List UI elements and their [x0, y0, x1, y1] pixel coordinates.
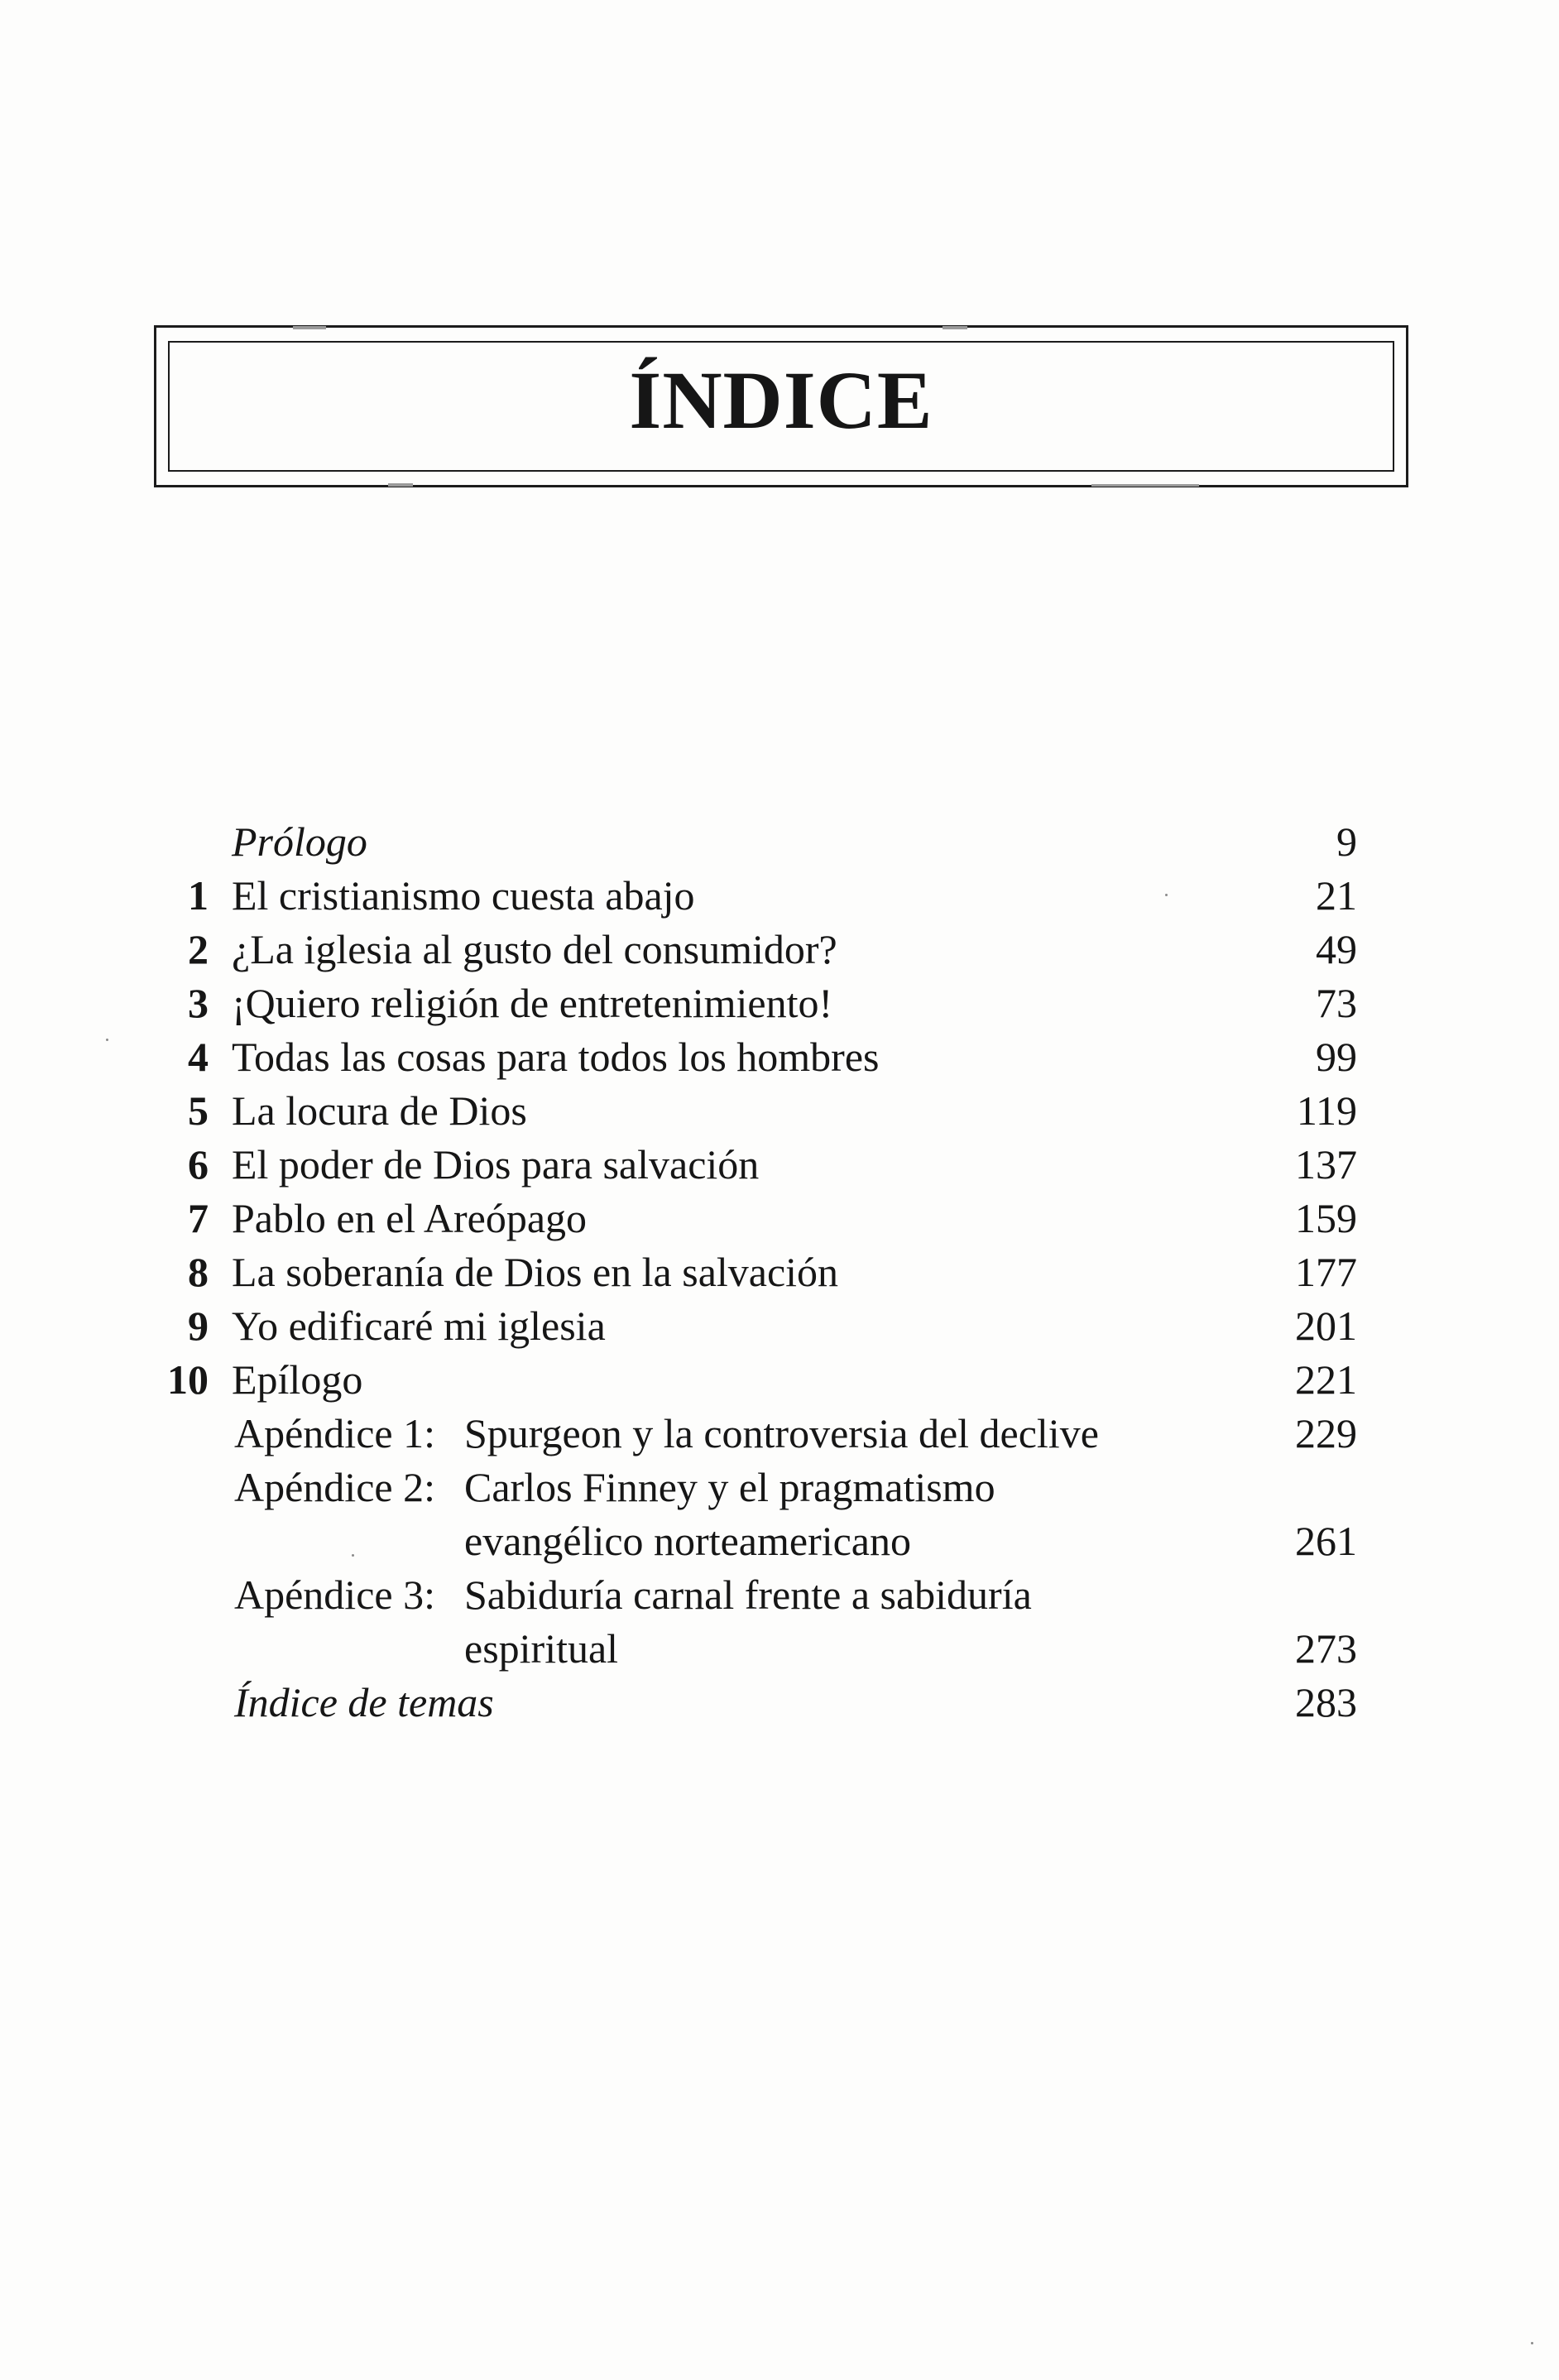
- frame-ornament: [388, 483, 413, 487]
- chapter-number: 7: [188, 1195, 209, 1241]
- toc-entry-title: El cristianismo cuesta abajo: [232, 872, 695, 919]
- toc-row-chapter-10[interactable]: [157, 1353, 1357, 1407]
- toc-row-subject-index[interactable]: [157, 1676, 1357, 1730]
- frame-ornament: [943, 326, 967, 329]
- toc-row-chapter-9[interactable]: [157, 1299, 1357, 1353]
- toc-row-chapter-3[interactable]: [157, 976, 1357, 1030]
- appendix-title: Sabiduría carnal frente a sabiduría: [464, 1571, 1032, 1618]
- toc-page-number: 273: [1295, 1625, 1357, 1672]
- toc-page-number: 201: [1295, 1303, 1357, 1349]
- paper-speck: [352, 1554, 354, 1557]
- chapter-number: 8: [188, 1249, 209, 1295]
- toc-page-number: 137: [1295, 1141, 1357, 1188]
- toc-entry-title: Pablo en el Areópago: [232, 1195, 588, 1241]
- toc-row-prologue[interactable]: [157, 815, 1357, 869]
- toc-row-chapter-2[interactable]: [157, 923, 1357, 976]
- toc-page-number: 229: [1295, 1410, 1357, 1456]
- chapter-number: 10: [167, 1356, 209, 1403]
- toc-page-number: 283: [1295, 1679, 1357, 1725]
- toc-row-chapter-1[interactable]: [157, 869, 1357, 923]
- chapter-number: 9: [188, 1303, 209, 1349]
- appendix-title: Spurgeon y la controversia del declive: [464, 1410, 1099, 1456]
- appendix-title: Carlos Finney y el pragmatismo: [464, 1464, 995, 1510]
- appendix-label: Apéndice 3:: [234, 1571, 435, 1618]
- toc-entry-title: ¡Quiero religión de entretenimiento!: [232, 980, 833, 1026]
- appendix-title-continued: evangélico norteamericano: [464, 1518, 911, 1564]
- toc-entry-title: Todas las cosas para todos los hombres: [232, 1034, 880, 1080]
- toc-page-number: 99: [1316, 1034, 1357, 1080]
- toc-page-number: 221: [1295, 1356, 1357, 1403]
- toc-entry-title: Prólogo: [232, 818, 367, 865]
- paper-speck: [1165, 894, 1168, 896]
- toc-row-chapter-7[interactable]: [157, 1192, 1357, 1245]
- paper-speck: [1531, 2342, 1533, 2344]
- appendix-title-continued: espiritual: [464, 1625, 619, 1672]
- toc-row-appendix-2[interactable]: [157, 1461, 1357, 1568]
- appendix-label: Apéndice 2:: [234, 1464, 435, 1510]
- page-title: ÍNDICE: [629, 354, 933, 446]
- toc-page-number: 159: [1295, 1195, 1357, 1241]
- toc-row-chapter-8[interactable]: [157, 1245, 1357, 1299]
- toc-row-chapter-6[interactable]: [157, 1138, 1357, 1192]
- toc-entry-title: La soberanía de Dios en la salvación: [232, 1249, 839, 1295]
- chapter-number: 1: [188, 872, 209, 919]
- toc-row-appendix-3[interactable]: [157, 1568, 1357, 1676]
- appendix-label: Apéndice 1:: [234, 1410, 435, 1456]
- toc-entry-title: El poder de Dios para salvación: [232, 1141, 760, 1188]
- toc-entry-title: La locura de Dios: [232, 1087, 527, 1134]
- toc-page-number: 49: [1316, 926, 1357, 972]
- chapter-number: 6: [188, 1141, 209, 1188]
- toc-page-number: 73: [1316, 980, 1357, 1026]
- toc-page-number: 261: [1295, 1518, 1357, 1564]
- toc-entry-title: Epílogo: [232, 1356, 363, 1403]
- toc-entry-title: Yo edificaré mi iglesia: [232, 1303, 606, 1349]
- chapter-number: 5: [188, 1087, 209, 1134]
- frame-ornament: [293, 326, 326, 329]
- toc-page-number: 9: [1336, 818, 1357, 865]
- chapter-number: 4: [188, 1034, 209, 1080]
- toc-page-number: 119: [1296, 1087, 1357, 1134]
- frame-ornament: [1091, 484, 1199, 487]
- toc-entry-title: Índice de temas: [234, 1679, 494, 1725]
- toc-page-number: 177: [1295, 1249, 1357, 1295]
- chapter-number: 2: [188, 926, 209, 972]
- title-frame: [154, 325, 1408, 487]
- toc-row-chapter-4[interactable]: [157, 1030, 1357, 1084]
- table-of-contents: [157, 815, 1357, 1730]
- toc-page-number: 21: [1316, 872, 1357, 919]
- toc-row-appendix-1[interactable]: [157, 1407, 1357, 1461]
- paper-speck: [106, 1039, 108, 1041]
- toc-row-chapter-5[interactable]: [157, 1084, 1357, 1138]
- toc-entry-title: ¿La iglesia al gusto del consumidor?: [232, 926, 837, 972]
- chapter-number: 3: [188, 980, 209, 1026]
